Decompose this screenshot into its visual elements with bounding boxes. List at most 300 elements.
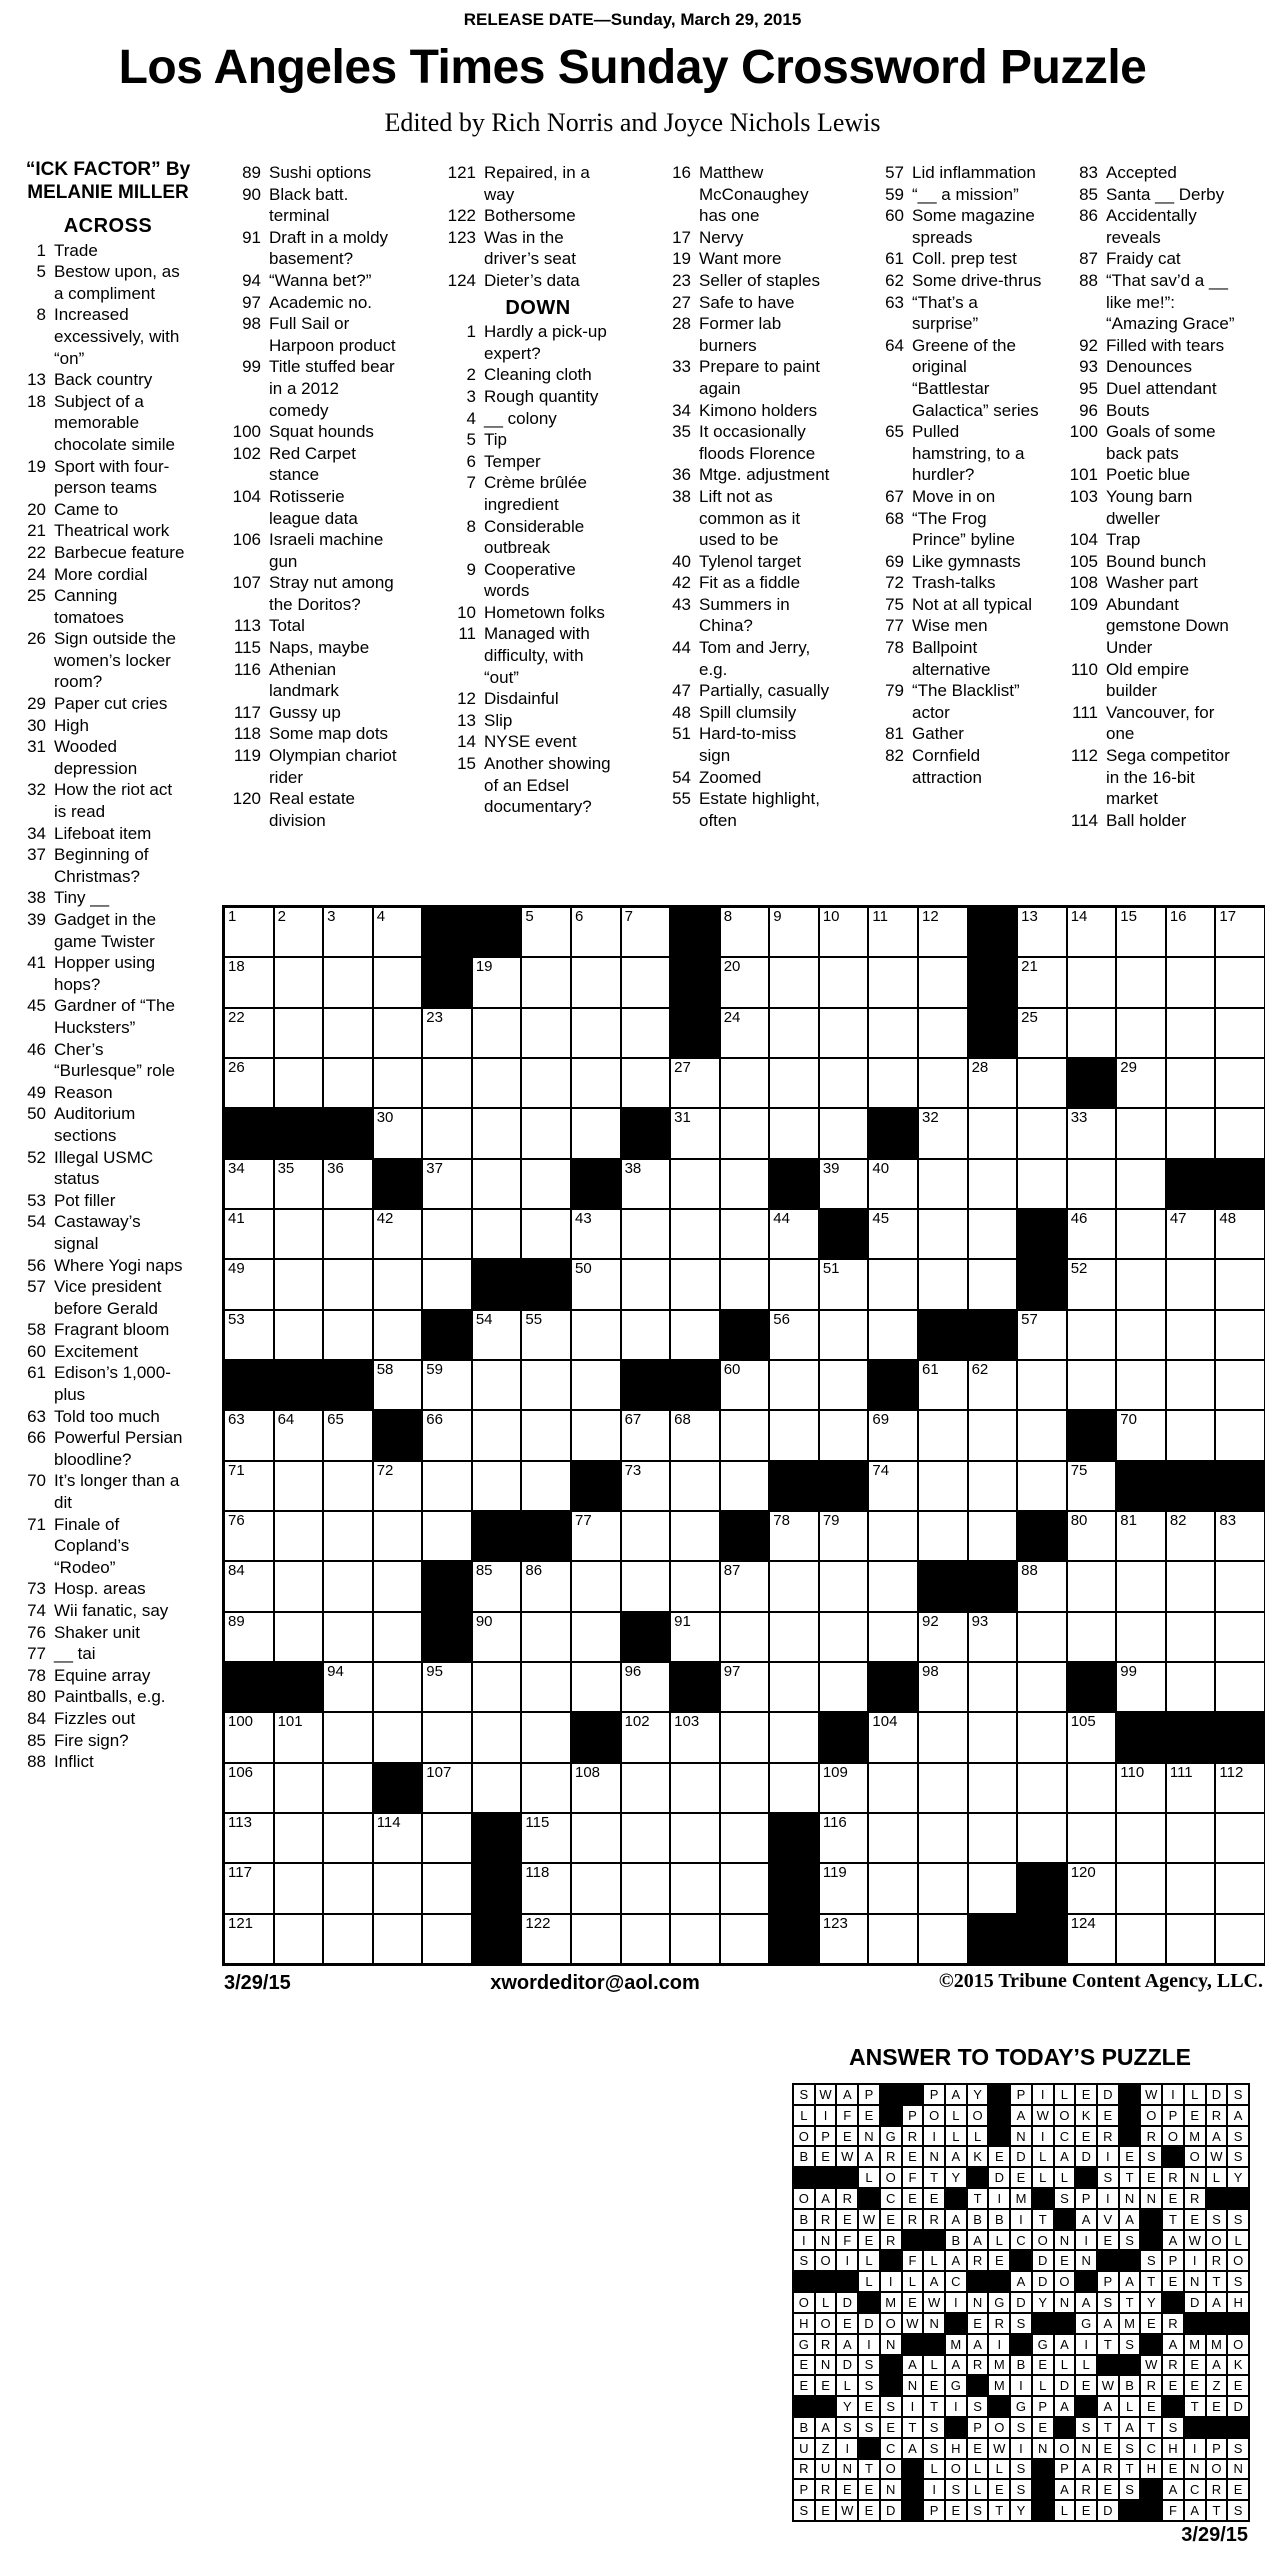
grid-cell bbox=[373, 1712, 423, 1762]
grid-cell bbox=[819, 1360, 869, 1410]
grid-cell bbox=[1166, 1662, 1216, 1712]
clue-number: 103 bbox=[1069, 486, 1098, 506]
grid-cell bbox=[1116, 1108, 1166, 1158]
clue-down-93 bbox=[1058, 356, 1263, 378]
grid-cell-number: 114 bbox=[376, 1813, 401, 1831]
answer-cell: R bbox=[815, 2479, 837, 2500]
answer-cell-black bbox=[880, 2105, 902, 2126]
answer-cell: E bbox=[1227, 2375, 1249, 2396]
grid-cell bbox=[472, 1763, 522, 1813]
answer-cell: D bbox=[1184, 2292, 1206, 2313]
clue-number: 112 bbox=[1070, 746, 1098, 766]
clue-text: Spill clumsily bbox=[699, 702, 797, 722]
clue-number: 28 bbox=[672, 314, 691, 334]
answer-cell: E bbox=[1119, 2146, 1141, 2167]
clue-number: 90 bbox=[242, 184, 261, 204]
grid-cell bbox=[521, 1209, 571, 1259]
clue-across-100 bbox=[221, 421, 425, 443]
grid-cell bbox=[1017, 1058, 1067, 1108]
answer-cell: E bbox=[858, 2500, 880, 2521]
grid-cell-number: 105 bbox=[1070, 1713, 1096, 1731]
grid-cell bbox=[670, 1712, 720, 1762]
answer-cell-black bbox=[1140, 2334, 1162, 2355]
answer-cell: R bbox=[1206, 2250, 1228, 2271]
clue-down-78 bbox=[864, 637, 1070, 680]
clue-number: 12 bbox=[457, 689, 476, 709]
grid-cell bbox=[224, 1259, 274, 1309]
answer-cell: S bbox=[1140, 2250, 1162, 2271]
grid-cell bbox=[571, 1209, 621, 1259]
answer-cell: E bbox=[858, 2396, 880, 2417]
grid-cell bbox=[422, 1209, 472, 1259]
grid-cell bbox=[1116, 957, 1166, 1007]
grid-cell bbox=[1166, 1209, 1216, 1259]
answer-cell: A bbox=[1206, 2355, 1228, 2376]
grid-cell bbox=[720, 957, 770, 1007]
clue-number: 13 bbox=[27, 370, 46, 390]
answer-cell: N bbox=[1227, 2459, 1249, 2480]
grid-cell-number: 4 bbox=[376, 908, 386, 925]
clue-text: Accidentally reveals bbox=[1106, 206, 1197, 247]
answer-cell-black bbox=[945, 2417, 967, 2438]
clue-text: Lift not as common as it used to be bbox=[699, 486, 801, 550]
grid-cell-number: 55 bbox=[525, 1310, 543, 1328]
grid-cell bbox=[373, 1561, 423, 1611]
answer-cell: T bbox=[1119, 2167, 1141, 2188]
clue-across-45 bbox=[6, 995, 210, 1038]
answer-cell: S bbox=[1054, 2188, 1076, 2209]
answer-cell: T bbox=[1119, 2292, 1141, 2313]
grid-cell bbox=[621, 1461, 671, 1511]
grid-cell bbox=[670, 1410, 720, 1460]
grid-cell-number: 39 bbox=[822, 1159, 840, 1177]
answer-cell: W bbox=[1140, 2355, 1162, 2376]
clue-across-50 bbox=[6, 1103, 210, 1146]
grid-cell bbox=[224, 1612, 274, 1662]
clue-down-10 bbox=[436, 602, 640, 624]
grid-cell-number: 72 bbox=[376, 1461, 394, 1479]
answer-cell: S bbox=[1227, 2500, 1249, 2521]
grid-cell bbox=[868, 1763, 918, 1813]
grid-cell-number: 11 bbox=[872, 908, 888, 925]
answer-cell-black bbox=[988, 2105, 1010, 2126]
grid-cell bbox=[422, 1914, 472, 1964]
clue-number: 39 bbox=[27, 910, 46, 929]
grid-cell-number: 1 bbox=[228, 908, 237, 925]
clue-text: Pulled hamstring, to a hurdler? bbox=[912, 422, 1025, 485]
grid-cell bbox=[422, 1410, 472, 1460]
answer-cell: H bbox=[1140, 2459, 1162, 2480]
grid-cell-number: 38 bbox=[624, 1159, 642, 1177]
grid-cell bbox=[1116, 1209, 1166, 1259]
grid-cell-number: 119 bbox=[822, 1864, 847, 1882]
clue-down-5 bbox=[436, 429, 640, 451]
grid-cell bbox=[224, 907, 274, 957]
clue-down-8 bbox=[436, 516, 640, 559]
grid-cell bbox=[621, 907, 671, 957]
clue-across-29 bbox=[6, 693, 210, 715]
grid-cell bbox=[373, 1108, 423, 1158]
clue-text: Disdainful bbox=[484, 689, 559, 709]
grid-cell bbox=[868, 1461, 918, 1511]
grid-cell-number: 89 bbox=[228, 1612, 245, 1630]
answer-cell-black bbox=[858, 2438, 880, 2459]
clue-number: 72 bbox=[885, 573, 904, 593]
clue-number: 77 bbox=[27, 1644, 46, 1664]
grid-cell-number: 100 bbox=[228, 1713, 254, 1731]
grid-cell-number: 113 bbox=[228, 1813, 252, 1831]
clue-number: 31 bbox=[27, 737, 46, 757]
clue-across-19 bbox=[6, 456, 210, 499]
grid-cell bbox=[769, 1612, 819, 1662]
answer-cell: L bbox=[923, 2250, 945, 2271]
clue-text: __ tai bbox=[54, 1644, 96, 1664]
grid-cell-number: 104 bbox=[872, 1713, 898, 1731]
answer-cell: M bbox=[1206, 2334, 1228, 2355]
clue-across-57 bbox=[6, 1276, 210, 1319]
clue-text: Came to bbox=[54, 499, 119, 519]
grid-cell bbox=[670, 1310, 720, 1360]
byline-line: MELANIE MILLER bbox=[27, 182, 189, 203]
grid-cell bbox=[571, 1561, 621, 1611]
clue-down-16 bbox=[651, 162, 857, 227]
answer-cell: I bbox=[1097, 2188, 1119, 2209]
grid-cell bbox=[1215, 907, 1265, 957]
grid-cell bbox=[621, 1310, 671, 1360]
clue-down-48 bbox=[651, 702, 857, 724]
clue-number: 15 bbox=[457, 754, 476, 774]
answer-cell-black bbox=[902, 2230, 924, 2251]
clue-across-31 bbox=[6, 736, 210, 779]
clue-text: Abundant gemstone Down Under bbox=[1106, 594, 1229, 658]
grid-cell bbox=[918, 1108, 968, 1158]
answer-cell: S bbox=[945, 2479, 967, 2500]
answer-cell: S bbox=[1119, 2479, 1141, 2500]
grid-cell-number: 58 bbox=[376, 1360, 394, 1378]
clue-number: 48 bbox=[672, 702, 691, 722]
grid-cell bbox=[323, 1259, 373, 1309]
grid-cell bbox=[1215, 1612, 1265, 1662]
grid-cell-number: 110 bbox=[1120, 1763, 1145, 1781]
grid-cell-number: 40 bbox=[872, 1159, 890, 1177]
answer-cell: P bbox=[1010, 2084, 1032, 2105]
grid-cell-black bbox=[472, 1813, 522, 1863]
grid-cell bbox=[819, 1310, 869, 1360]
answer-cell-black bbox=[1032, 2313, 1054, 2334]
answer-cell-black bbox=[988, 2271, 1010, 2292]
answer-cell: P bbox=[793, 2479, 815, 2500]
grid-cell bbox=[224, 1914, 274, 1964]
clue-text: Trash-talks bbox=[912, 573, 996, 593]
grid-cell bbox=[720, 1259, 770, 1309]
grid-cell-black bbox=[670, 957, 720, 1007]
grid-cell bbox=[918, 1209, 968, 1259]
clue-down-63 bbox=[864, 292, 1070, 335]
clue-column-3 bbox=[436, 162, 640, 818]
grid-cell bbox=[1215, 957, 1265, 1007]
clue-text: Repaired, in a way bbox=[484, 163, 590, 204]
grid-cell bbox=[1017, 1360, 1067, 1410]
answer-cell-black bbox=[1075, 2271, 1097, 2292]
answer-cell: R bbox=[1206, 2105, 1228, 2126]
grid-cell bbox=[274, 1612, 324, 1662]
grid-cell bbox=[769, 1712, 819, 1762]
clue-number: 91 bbox=[242, 227, 261, 247]
grid-cell-number: 12 bbox=[922, 908, 939, 925]
clue-text: Vice president before Gerald bbox=[54, 1277, 162, 1318]
grid-cell bbox=[521, 1561, 571, 1611]
answer-cell: P bbox=[967, 2417, 989, 2438]
clue-across-52 bbox=[6, 1147, 210, 1190]
clue-text: Bouts bbox=[1106, 400, 1150, 420]
grid-cell-black bbox=[670, 1360, 720, 1410]
clue-text: Washer part bbox=[1106, 573, 1198, 593]
clue-text: Title stuffed bear in a 2012 comedy bbox=[269, 357, 395, 420]
answer-cell: S bbox=[1119, 2438, 1141, 2459]
answer-cell: A bbox=[815, 2417, 837, 2438]
grid-cell-black bbox=[1017, 1914, 1067, 1964]
answer-cell: Y bbox=[1032, 2292, 1054, 2313]
clue-text: Considerable outbreak bbox=[484, 516, 585, 558]
grid-cell-number: 28 bbox=[971, 1058, 989, 1076]
grid-cell-number: 7 bbox=[624, 908, 633, 925]
grid-cell bbox=[422, 1461, 472, 1511]
answer-cell: N bbox=[1054, 2230, 1076, 2251]
grid-cell-number: 23 bbox=[426, 1008, 443, 1026]
grid-cell-number: 47 bbox=[1169, 1209, 1187, 1227]
answer-cell: T bbox=[923, 2167, 945, 2188]
answer-cell: C bbox=[1010, 2230, 1032, 2251]
clue-text: Stray nut among the Doritos? bbox=[269, 573, 394, 614]
answer-cell: B bbox=[793, 2209, 815, 2230]
grid-cell-black bbox=[1166, 1159, 1216, 1209]
answer-cell-black bbox=[1227, 2417, 1249, 2438]
grid-cell-black bbox=[472, 1914, 522, 1964]
answer-cell: A bbox=[923, 2271, 945, 2292]
grid-cell bbox=[1067, 1259, 1117, 1309]
clue-across-91 bbox=[221, 227, 425, 270]
grid-cell bbox=[819, 1612, 869, 1662]
grid-cell bbox=[472, 1410, 522, 1460]
answer-cell: E bbox=[1097, 2230, 1119, 2251]
clue-text: Trade bbox=[54, 240, 98, 260]
clue-number: 99 bbox=[242, 357, 261, 377]
clue-text: Some map dots bbox=[269, 724, 389, 744]
answer-cell: Y bbox=[967, 2084, 989, 2105]
grid-cell-number: 51 bbox=[822, 1260, 840, 1278]
grid-cell bbox=[1017, 1813, 1067, 1863]
answer-cell: D bbox=[1097, 2500, 1119, 2521]
grid-cell-black bbox=[1067, 1410, 1117, 1460]
grid-cell-black bbox=[868, 1360, 918, 1410]
grid-cell bbox=[621, 1662, 671, 1712]
answer-cell: E bbox=[1184, 2209, 1206, 2230]
answer-cell: U bbox=[815, 2459, 837, 2480]
clue-text: Illegal USMC status bbox=[54, 1147, 154, 1189]
clue-down-43 bbox=[651, 594, 857, 637]
grid-cell bbox=[1067, 1310, 1117, 1360]
grid-cell bbox=[868, 907, 918, 957]
clue-number: 69 bbox=[885, 551, 904, 571]
grid-cell bbox=[1067, 1511, 1117, 1561]
grid-cell bbox=[373, 1914, 423, 1964]
grid-cell bbox=[274, 1511, 324, 1561]
grid-cell bbox=[621, 957, 671, 1007]
answer-cell: C bbox=[1054, 2126, 1076, 2147]
clue-text: Cher’s “Burlesque” role bbox=[54, 1039, 175, 1081]
clue-down-101 bbox=[1058, 464, 1263, 486]
clue-number: 86 bbox=[1079, 206, 1098, 226]
answer-cell: L bbox=[967, 2126, 989, 2147]
grid-cell-number: 66 bbox=[426, 1411, 443, 1429]
grid-cell-black bbox=[769, 1914, 819, 1964]
clue-number: 11 bbox=[458, 624, 476, 644]
answer-cell-black bbox=[815, 2396, 837, 2417]
grid-cell bbox=[1215, 1360, 1265, 1410]
clue-text: Fizzles out bbox=[54, 1708, 136, 1728]
answer-cell-black bbox=[1140, 2500, 1162, 2521]
clue-down-13 bbox=[436, 710, 640, 732]
answer-cell: R bbox=[1097, 2459, 1119, 2480]
answer-cell: T bbox=[1206, 2500, 1228, 2521]
grid-cell bbox=[422, 1008, 472, 1058]
clue-down-72 bbox=[864, 572, 1070, 594]
grid-cell bbox=[224, 1813, 274, 1863]
grid-cell-number: 2 bbox=[277, 908, 286, 925]
clue-down-114 bbox=[1058, 810, 1263, 832]
clue-number: 9 bbox=[466, 559, 476, 579]
grid-cell bbox=[769, 1763, 819, 1813]
grid-cell bbox=[472, 1612, 522, 1662]
clue-text: Greene of the original “Battlestar Galactica” series bbox=[912, 335, 1039, 420]
answer-cell-black bbox=[793, 2396, 815, 2417]
clue-text: Real estate division bbox=[269, 789, 355, 830]
grid-cell bbox=[521, 1058, 571, 1108]
answer-cell: E bbox=[836, 2479, 858, 2500]
answer-cell: R bbox=[1075, 2479, 1097, 2500]
clue-text: Squat hounds bbox=[269, 422, 374, 442]
grid-cell-number: 56 bbox=[773, 1310, 790, 1328]
clue-text: Zoomed bbox=[699, 767, 762, 787]
clue-across-22 bbox=[6, 542, 210, 564]
clue-text: “That sav’d a __ like me!”: “Amazing Grace” bbox=[1106, 270, 1235, 334]
clue-down-68 bbox=[864, 508, 1070, 551]
grid-cell-number: 68 bbox=[674, 1411, 691, 1429]
answer-cell: A bbox=[1097, 2396, 1119, 2417]
grid-cell bbox=[670, 1511, 720, 1561]
grid-cell bbox=[521, 1662, 571, 1712]
grid-cell bbox=[1017, 1561, 1067, 1611]
answer-cell: A bbox=[945, 2355, 967, 2376]
answer-cell: E bbox=[902, 2292, 924, 2313]
grid-cell-number: 78 bbox=[773, 1511, 790, 1529]
clue-number: 81 bbox=[885, 724, 904, 744]
answer-cell-black bbox=[1206, 2313, 1228, 2334]
answer-cell: G bbox=[1010, 2396, 1032, 2417]
grid-cell bbox=[1067, 1461, 1117, 1511]
grid-cell-number: 70 bbox=[1120, 1411, 1137, 1429]
clue-text: Cleaning cloth bbox=[484, 365, 592, 385]
answer-cell: R bbox=[1162, 2313, 1184, 2334]
grid-cell-number: 65 bbox=[327, 1411, 344, 1429]
answer-cell: S bbox=[880, 2396, 902, 2417]
clue-across-80 bbox=[6, 1686, 210, 1708]
clue-across-122 bbox=[436, 205, 640, 227]
answer-cell: E bbox=[967, 2313, 989, 2334]
clue-number: 101 bbox=[1069, 465, 1098, 485]
answer-cell: N bbox=[1010, 2126, 1032, 2147]
clue-number: 118 bbox=[233, 724, 261, 744]
answer-cell: S bbox=[1227, 2146, 1249, 2167]
answer-cell: D bbox=[836, 2292, 858, 2313]
grid-cell-black bbox=[918, 1310, 968, 1360]
clue-text: Rough quantity bbox=[484, 386, 599, 406]
grid-cell bbox=[1166, 1612, 1216, 1662]
clue-text: Tip bbox=[484, 430, 507, 450]
clue-text: Tom and Jerry, e.g. bbox=[699, 638, 811, 679]
clue-down-40 bbox=[651, 551, 857, 573]
answer-cell: S bbox=[923, 2417, 945, 2438]
answer-cell: L bbox=[1032, 2375, 1054, 2396]
answer-cell-black bbox=[815, 2167, 837, 2188]
clue-down-28 bbox=[651, 313, 857, 356]
answer-cell: P bbox=[1032, 2396, 1054, 2417]
grid-cell-number: 106 bbox=[228, 1763, 254, 1781]
grid-cell bbox=[472, 1712, 522, 1762]
answer-cell: N bbox=[880, 2334, 902, 2355]
answer-cell: N bbox=[858, 2126, 880, 2147]
answer-cell: B bbox=[988, 2209, 1010, 2230]
grid-cell bbox=[769, 1511, 819, 1561]
clue-text: High bbox=[54, 715, 89, 735]
grid-cell bbox=[521, 1159, 571, 1209]
grid-cell-number: 120 bbox=[1070, 1864, 1096, 1882]
clue-number: 76 bbox=[27, 1622, 46, 1642]
answer-cell-black bbox=[1075, 2396, 1097, 2417]
answer-cell: N bbox=[1119, 2188, 1141, 2209]
grid-cell bbox=[621, 1813, 671, 1863]
grid-cell-number: 50 bbox=[575, 1260, 592, 1278]
grid-cell-number: 46 bbox=[1070, 1209, 1088, 1227]
grid-cell bbox=[521, 1310, 571, 1360]
answer-cell: K bbox=[967, 2146, 989, 2167]
grid-cell bbox=[670, 1058, 720, 1108]
grid-cell bbox=[323, 907, 373, 957]
grid-cell bbox=[819, 907, 869, 957]
grid-cell bbox=[1166, 1813, 1216, 1863]
answer-cell: O bbox=[880, 2459, 902, 2480]
answer-cell: P bbox=[1097, 2271, 1119, 2292]
answer-cell: W bbox=[1032, 2105, 1054, 2126]
clue-across-53 bbox=[6, 1190, 210, 1212]
grid-cell-black bbox=[819, 1209, 869, 1259]
answer-cell: L bbox=[1054, 2500, 1076, 2521]
answer-cell: N bbox=[923, 2313, 945, 2334]
answer-cell-black bbox=[1227, 2188, 1249, 2209]
answer-cell: W bbox=[815, 2084, 837, 2105]
grid-cell bbox=[274, 1863, 324, 1913]
grid-cell-black bbox=[274, 1108, 324, 1158]
answer-cell: A bbox=[836, 2084, 858, 2105]
grid-cell bbox=[323, 1410, 373, 1460]
grid-cell bbox=[1067, 1914, 1117, 1964]
grid-cell bbox=[868, 1561, 918, 1611]
grid-cell-black bbox=[274, 1360, 324, 1410]
clue-across-25 bbox=[6, 585, 210, 628]
clue-text: Theatrical work bbox=[54, 521, 170, 541]
answer-cell: O bbox=[1227, 2334, 1249, 2355]
grid-cell-black bbox=[1116, 1461, 1166, 1511]
